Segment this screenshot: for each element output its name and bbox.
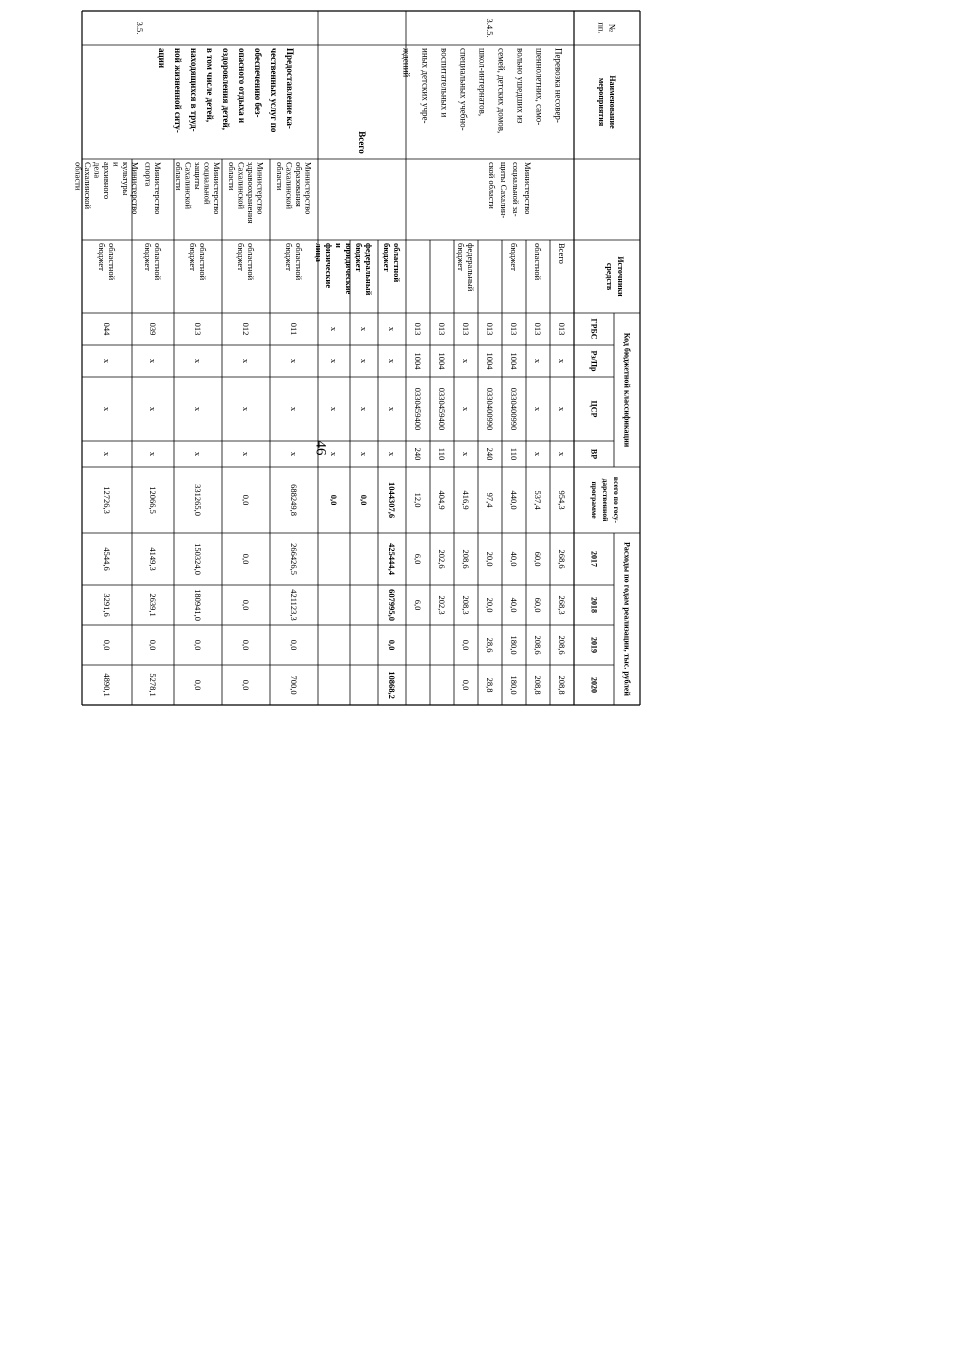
rzpr-cell: 1004 xyxy=(509,352,519,370)
group-345-name: ждений xyxy=(401,48,412,78)
group-total-label: Всего xyxy=(357,131,367,154)
csr-cell: 0330400990 xyxy=(509,387,519,431)
responsible-cell: области xyxy=(73,162,84,191)
source-cell: юридические xyxy=(344,243,354,295)
header-vr: ВР xyxy=(589,448,599,460)
y2019-cell: 208,6 xyxy=(557,635,567,655)
grbs-cell: 013 xyxy=(413,322,423,336)
header-rzpr: Рз/Пр xyxy=(589,350,599,372)
group-35-name: Предоставление ка- xyxy=(285,48,295,129)
y2019-cell: 180,0 xyxy=(509,635,519,655)
grbs-cell: х xyxy=(359,326,369,332)
y2018-cell: 20,0 xyxy=(485,597,495,613)
source-cell: областной xyxy=(294,243,304,281)
y2017-cell: 150324,0 xyxy=(193,543,203,575)
csr-cell: х xyxy=(557,406,567,412)
source-cell: лица xyxy=(314,243,324,262)
group-35-name: находящихся в труд- xyxy=(189,48,199,132)
responsible-cell: и xyxy=(111,162,122,167)
vr-cell: х xyxy=(329,451,339,457)
rzpr-cell: 1004 xyxy=(437,352,447,370)
source-cell: бюджет xyxy=(236,243,246,271)
total-cell: 0,0 xyxy=(359,494,369,506)
vr-cell: х xyxy=(102,451,112,457)
grbs-cell: 044 xyxy=(102,322,112,336)
group-35-name: ной жизненной ситу- xyxy=(173,48,183,133)
header-total: дарственной xyxy=(601,478,610,522)
y2017-cell: 0,0 xyxy=(241,553,251,565)
total-cell: 12726,3 xyxy=(102,486,112,514)
source-cell: бюджет xyxy=(143,243,153,271)
header-name: мероприятия xyxy=(597,77,606,127)
responsible-cell: Министерство xyxy=(303,162,314,215)
header-kbk: Код бюджетной классификации xyxy=(622,332,632,448)
vr-cell: 110 xyxy=(509,447,519,461)
y2019-cell: 0,0 xyxy=(102,639,112,651)
responsible-cell: области xyxy=(174,162,184,191)
group-345-name: вольно ушедших из xyxy=(515,48,526,124)
group-345-responsible: ской области xyxy=(487,162,497,209)
budget-table-rotated xyxy=(0,1,652,699)
vr-cell: 240 xyxy=(485,447,495,461)
page-number: 46 xyxy=(312,440,329,456)
y2019-cell: 0,0 xyxy=(148,639,158,651)
rzpr-cell: х xyxy=(461,358,471,364)
header-total: всего по госу- xyxy=(612,476,621,524)
y2017-cell: 20,0 xyxy=(485,551,495,567)
group-345-name: школ-интернатов, xyxy=(477,48,488,117)
header-sources: Источники xyxy=(616,256,625,297)
vr-cell: 240 xyxy=(413,447,423,461)
y2020-cell: 0,0 xyxy=(241,679,251,691)
group-345-name: воспитательных и xyxy=(439,48,450,118)
source-cell: бюджет xyxy=(509,243,519,271)
vr-cell: х xyxy=(533,451,543,457)
group-35-name: обеспечению без- xyxy=(253,48,263,118)
source-cell: бюджет xyxy=(97,243,107,271)
responsible-cell: образования xyxy=(293,162,304,207)
total-cell: 97,4 xyxy=(485,492,495,508)
csr-cell: 0330459400 xyxy=(437,387,447,431)
csr-cell: х xyxy=(193,406,203,412)
responsible-cell: социальной xyxy=(202,162,213,205)
y2017-cell: 268,6 xyxy=(557,549,567,569)
y2019-cell: 0,0 xyxy=(241,639,251,651)
y2019-cell: 0,0 xyxy=(289,639,299,651)
y2017-cell: 40,0 xyxy=(509,551,519,567)
header-expenses: Расходы по годам реализации, тыс. рублей xyxy=(622,541,632,697)
total-cell: 331265,0 xyxy=(193,484,203,516)
grbs-cell: 013 xyxy=(557,322,567,336)
source-cell: бюджет xyxy=(382,243,392,272)
vr-cell: х xyxy=(241,451,251,457)
responsible-cell: дела xyxy=(92,162,103,179)
csr-cell: х xyxy=(359,406,369,412)
grbs-cell: 013 xyxy=(461,322,471,336)
responsible-cell: Сахалинской xyxy=(236,162,247,210)
y2017-cell: 6,0 xyxy=(413,553,423,565)
csr-cell: 0330459400 xyxy=(413,387,423,431)
group-35-name: оздоровления детей, xyxy=(221,48,231,130)
header-total: программе xyxy=(590,481,599,519)
total-cell: 0,0 xyxy=(329,494,339,506)
responsible-cell: Министерство xyxy=(255,162,266,215)
source-cell: федеральный xyxy=(466,243,476,292)
group-345-responsible: социальной за- xyxy=(511,162,521,217)
y2019-cell: 28,6 xyxy=(485,637,495,653)
header-no: № xyxy=(607,23,618,33)
responsible-cell: культуры xyxy=(121,162,131,196)
y2018-cell: 2639,1 xyxy=(148,593,158,617)
y2020-cell: 28,8 xyxy=(485,677,495,693)
responsible-cell: защиты xyxy=(193,162,203,190)
source-cell: федеральный xyxy=(364,243,374,296)
csr-cell: х xyxy=(461,406,471,412)
vr-cell: х xyxy=(289,451,299,457)
total-cell: 0,0 xyxy=(241,494,251,506)
source-cell: бюджет xyxy=(284,243,294,271)
header-year-2020: 2020 xyxy=(589,677,599,693)
vr-cell: х xyxy=(461,451,471,457)
csr-cell: х xyxy=(533,406,543,412)
y2018-cell: 40,0 xyxy=(509,597,519,613)
budget-table xyxy=(0,1,652,699)
grbs-cell: 013 xyxy=(437,322,447,336)
rzpr-cell: 1004 xyxy=(413,352,423,370)
y2019-cell: 0,0 xyxy=(461,639,471,651)
group-345-responsible: щиты Сахалин- xyxy=(499,162,509,219)
y2017-cell: 202,6 xyxy=(437,549,447,569)
responsible-cell: Министерство xyxy=(152,162,163,215)
rzpr-cell: х xyxy=(193,358,203,364)
y2020-cell: 0,0 xyxy=(193,679,203,691)
y2018-cell: 3291,6 xyxy=(102,593,112,617)
responsible-cell: здравоохранения xyxy=(245,162,256,224)
y2018-cell: 6,0 xyxy=(413,599,423,611)
y2020-cell: 208,8 xyxy=(533,675,543,695)
vr-cell: х xyxy=(148,451,158,457)
rzpr-cell: х xyxy=(289,358,299,364)
header-grbs: ГРБС xyxy=(589,318,599,340)
vr-cell: 110 xyxy=(437,447,447,461)
header-csr: ЦСР xyxy=(589,400,599,418)
rzpr-cell: х xyxy=(241,358,251,364)
y2018-cell: 202,3 xyxy=(437,595,447,615)
source-cell: областной xyxy=(153,243,163,281)
grbs-cell: х xyxy=(387,326,397,332)
group-35-name: опасного отдыха и xyxy=(237,48,247,124)
grbs-cell: 012 xyxy=(241,322,251,336)
y2018-cell: 607995,0 xyxy=(387,589,397,621)
rzpr-cell: х xyxy=(387,358,397,364)
source-cell: областной xyxy=(198,243,208,281)
total-cell: 404,9 xyxy=(437,490,447,510)
group-35-number: 3.5. xyxy=(135,21,145,35)
y2017-cell: 208,6 xyxy=(461,549,471,569)
source-cell: областной xyxy=(107,243,117,281)
header-name: Наименование xyxy=(608,75,617,129)
grbs-cell: х xyxy=(329,326,339,332)
header-year-2019: 2019 xyxy=(589,637,599,653)
group-345-name: иных детских учре- xyxy=(420,48,431,124)
grbs-cell: 013 xyxy=(533,322,543,336)
responsible-cell: области xyxy=(274,162,285,191)
grbs-cell: 011 xyxy=(289,322,299,336)
rzpr-cell: х xyxy=(102,358,112,364)
group-345-number: 3.4.5. xyxy=(485,18,495,38)
y2018-cell: 180941,0 xyxy=(193,589,203,621)
y2017-cell: 266426,5 xyxy=(289,543,299,575)
responsible-cell: Сахалинской xyxy=(183,162,194,210)
source-cell: бюджет xyxy=(354,243,364,272)
group-345-responsible: Министерство xyxy=(523,162,533,215)
responsible-cell: Сахалинской xyxy=(83,162,93,210)
vr-cell: х xyxy=(193,451,203,457)
y2019-cell: 208,6 xyxy=(533,635,543,655)
header-no: пп. xyxy=(596,22,607,34)
y2020-cell: 180,0 xyxy=(509,675,519,695)
y2018-cell: 208,3 xyxy=(461,595,471,615)
header-year-2018: 2018 xyxy=(589,597,599,613)
y2017-cell: 4149,3 xyxy=(148,547,158,571)
y2020-cell: 5278,1 xyxy=(148,673,158,697)
grbs-cell: 013 xyxy=(509,322,519,336)
source-cell: бюджет xyxy=(188,243,198,271)
y2020-cell: 10868,2 xyxy=(387,671,397,699)
rzpr-cell: х xyxy=(533,358,543,364)
group-345-name: семей, детских домов, xyxy=(496,48,507,134)
y2019-cell: 0,0 xyxy=(193,639,203,651)
source-cell: физические xyxy=(324,243,334,289)
group-345-name: Перевозка несовер- xyxy=(553,48,564,123)
total-cell: 954,3 xyxy=(557,490,567,510)
total-cell: 440,0 xyxy=(509,490,519,510)
y2018-cell: 268,3 xyxy=(557,595,567,615)
csr-cell: х xyxy=(329,406,339,412)
total-cell: 1044307,6 xyxy=(387,481,397,519)
y2020-cell: 0,0 xyxy=(461,679,471,691)
rzpr-cell: 1004 xyxy=(485,352,495,370)
y2019-cell: 0,0 xyxy=(387,639,397,651)
y2018-cell: 60,0 xyxy=(533,597,543,613)
rzpr-cell: х xyxy=(359,358,369,364)
source-cell: и xyxy=(334,243,344,248)
y2020-cell: 700,0 xyxy=(289,675,299,695)
responsible-cell: архивного xyxy=(102,162,112,200)
source-cell: Всего xyxy=(557,243,567,264)
grbs-cell: 013 xyxy=(485,322,495,336)
group-35-name: ации xyxy=(157,48,167,69)
responsible-cell: области xyxy=(226,162,237,191)
csr-cell: х xyxy=(289,406,299,412)
source-cell: областной xyxy=(246,243,256,281)
rzpr-cell: х xyxy=(329,358,339,364)
rzpr-cell: х xyxy=(557,358,567,364)
header-sources: средств xyxy=(605,262,614,291)
responsible-cell: Министерство xyxy=(130,162,141,215)
vr-cell: х xyxy=(387,451,397,457)
responsible-cell: спорта xyxy=(143,162,154,187)
group-345-name: специальных учебно- xyxy=(458,48,469,131)
y2018-cell: 421123,3 xyxy=(289,589,299,621)
y2018-cell: 0,0 xyxy=(241,599,251,611)
grbs-cell: 039 xyxy=(148,322,158,336)
y2017-cell: 425444,4 xyxy=(387,543,397,575)
csr-cell: х xyxy=(148,406,158,412)
source-cell: областной xyxy=(392,243,402,283)
csr-cell: х xyxy=(102,406,112,412)
total-cell: 12066,5 xyxy=(148,486,158,514)
source-cell: бюджет xyxy=(456,243,466,271)
grbs-cell: 013 xyxy=(193,322,203,336)
header-year-2017: 2017 xyxy=(589,551,599,567)
csr-cell: х xyxy=(241,406,251,412)
source-cell: областной xyxy=(533,243,543,281)
vr-cell: х xyxy=(557,451,567,457)
y2017-cell: 4544,6 xyxy=(102,547,112,571)
total-cell: 688249,8 xyxy=(289,484,299,516)
total-cell: 537,4 xyxy=(533,490,543,510)
group-345-name: шеннолетних, само- xyxy=(534,48,545,126)
csr-cell: х xyxy=(387,406,397,412)
total-cell: 416,9 xyxy=(461,490,471,510)
responsible-cell: Министерство xyxy=(212,162,222,215)
y2017-cell: 60,0 xyxy=(533,551,543,567)
group-35-name: в том числе детей, xyxy=(205,48,215,123)
vr-cell: х xyxy=(359,451,369,457)
responsible-cell: Сахалинской xyxy=(284,162,295,210)
csr-cell: 0330400990 xyxy=(485,387,495,431)
total-cell: 12,0 xyxy=(413,492,423,508)
y2020-cell: 208,8 xyxy=(557,675,567,695)
group-35-name: чественных услуг по xyxy=(269,48,279,133)
rzpr-cell: х xyxy=(148,358,158,364)
y2020-cell: 4890,1 xyxy=(102,673,112,697)
